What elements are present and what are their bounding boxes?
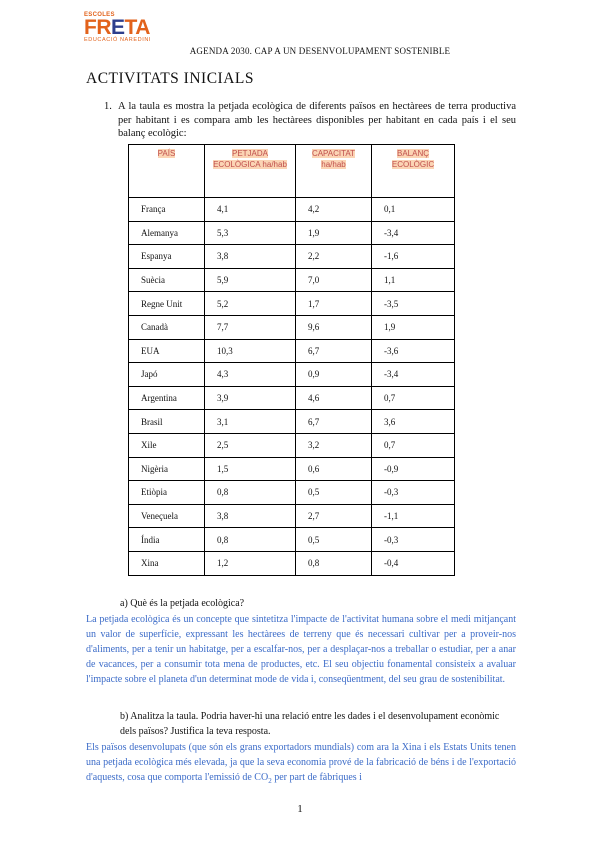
- cell-capacity: 2,2: [296, 245, 372, 269]
- table-row: [129, 504, 455, 528]
- cell-footprint: 3,8: [205, 504, 296, 528]
- document-header: AGENDA 2030. CAP A UN DESENVOLUPAMENT SOSTENIBLE: [189, 46, 451, 56]
- cell-footprint: 3,9: [205, 386, 296, 410]
- cell-country: Regne Unit: [129, 292, 205, 316]
- cell-country: Espanya: [129, 245, 205, 269]
- cell-country: Índia: [129, 528, 205, 552]
- cell-country: Etiòpia: [129, 481, 205, 505]
- cell-capacity: 7,0: [296, 268, 372, 292]
- sub-question-a: a) Què és la petjada ecològica?: [120, 598, 245, 609]
- header-balance: BALANÇ ECOLÒGIC: [372, 145, 455, 198]
- header-capacity: CAPACITAT ha/hab: [296, 145, 372, 198]
- cell-capacity: 4,2: [296, 198, 372, 222]
- cell-balance: -1,6: [372, 245, 455, 269]
- cell-capacity: 0,5: [296, 528, 372, 552]
- cell-country: Xina: [129, 551, 205, 575]
- school-logo: [84, 12, 151, 43]
- answer-b: Els països desenvolupats (que són els grans exportadors mundials) com ara la Xina i els Estats Units tenen una petjada ecològica més elevada, ja que la seva economia prové de la fabricació de béns i de l'exportació d'aquests, cosa que comporta l'emissió de $CO_2$ per part de fàbriques i: [86, 742, 516, 785]
- cell-country: Suècia: [129, 268, 205, 292]
- cell-capacity: 1,9: [296, 221, 372, 245]
- cell-footprint: 5,9: [205, 268, 296, 292]
- ecological-footprint-table: [128, 144, 455, 576]
- cell-capacity: 0,8: [296, 551, 372, 575]
- cell-capacity: 6,7: [296, 339, 372, 363]
- cell-country: Nigèria: [129, 457, 205, 481]
- cell-balance: -0,3: [372, 528, 455, 552]
- cell-footprint: 10,3: [205, 339, 296, 363]
- cell-balance: 0,7: [372, 386, 455, 410]
- cell-country: Veneçuela: [129, 504, 205, 528]
- table-row: [129, 221, 455, 245]
- table-row: [129, 245, 455, 269]
- table-row: [129, 268, 455, 292]
- cell-balance: 0,1: [372, 198, 455, 222]
- cell-footprint: 1,5: [205, 457, 296, 481]
- logo-brand: FRETA: [84, 16, 150, 39]
- cell-balance: -0,3: [372, 481, 455, 505]
- cell-balance: -0,9: [372, 457, 455, 481]
- table-row: [129, 433, 455, 457]
- logo-subtitle: EDUCACIÓ NAREDINI: [84, 37, 152, 43]
- cell-footprint: 0,8: [205, 528, 296, 552]
- cell-footprint: 3,8: [205, 245, 296, 269]
- cell-country: Argentina: [129, 386, 205, 410]
- cell-footprint: 5,2: [205, 292, 296, 316]
- cell-capacity: 3,2: [296, 433, 372, 457]
- header-country: PAÍS: [129, 145, 205, 198]
- cell-capacity: 6,7: [296, 410, 372, 434]
- question-text: A la taula es mostra la petjada ecològica de diferents països en hectàrees de terra productiva per habitant i es compara amb les hectàrees disponibles per habitant en cada país i el seu balanç ecològic:: [118, 101, 516, 139]
- cell-country: Canadà: [129, 315, 205, 339]
- cell-balance: 0,7: [372, 433, 455, 457]
- cell-footprint: 1,2: [205, 551, 296, 575]
- cell-footprint: 4,1: [205, 198, 296, 222]
- cell-capacity: 1,7: [296, 292, 372, 316]
- answer-a: La petjada ecològica és un concepte que sintetitza l'impacte de l'activitat humana sobre el medi mitjançant un valor de superfície, expressant les hectàrees de terreny que és necessari cultivar per a proveir-nos d'aliments, per a tenir un habitatge, per a escalfar-nos, per a desplaçar-nos a treballar o estudiar, per a anar de vacances, per a consumir tota mena de productes, etc. El seu objectiu fonamental consisteix a avaluar l'impacte sobre el planeta d'un determinat mode de vida i, conseqüentment, del seu grau de sostenibilitat.: [86, 614, 516, 685]
- cell-footprint: 4,3: [205, 363, 296, 387]
- page-number: 1: [297, 803, 303, 815]
- cell-capacity: 0,5: [296, 481, 372, 505]
- logo-top-text: ESCOLES: [84, 12, 115, 18]
- cell-footprint: 2,5: [205, 433, 296, 457]
- cell-capacity: 0,6: [296, 457, 372, 481]
- question-number: 1.: [104, 101, 112, 112]
- cell-country: França: [129, 198, 205, 222]
- table-row: [129, 198, 455, 222]
- cell-country: Xile: [129, 433, 205, 457]
- cell-balance: 3,6: [372, 410, 455, 434]
- cell-footprint: 3,1: [205, 410, 296, 434]
- cell-capacity: 9,6: [296, 315, 372, 339]
- table-row: [129, 292, 455, 316]
- header-footprint: PETJADA ECOLÒGICA ha/hab: [205, 145, 296, 198]
- cell-capacity: 4,6: [296, 386, 372, 410]
- cell-footprint: 5,3: [205, 221, 296, 245]
- table-row: [129, 386, 455, 410]
- cell-balance: 1,9: [372, 315, 455, 339]
- cell-footprint: 7,7: [205, 315, 296, 339]
- table-row: [129, 481, 455, 505]
- table-row: [129, 363, 455, 387]
- table-row: [129, 528, 455, 552]
- table-row: [129, 410, 455, 434]
- cell-country: Brasil: [129, 410, 205, 434]
- cell-capacity: 2,7: [296, 504, 372, 528]
- table-header-row: [129, 145, 455, 198]
- cell-balance: -3,4: [372, 221, 455, 245]
- question-1: [104, 100, 516, 141]
- cell-country: EUA: [129, 339, 205, 363]
- cell-footprint: 0,8: [205, 481, 296, 505]
- cell-balance: -1,1: [372, 504, 455, 528]
- sub-question-b: b) Analitza la taula. Podria haver-hi una relació entre les dades i el desenvolupament econòmic dels països? Justifica la teva resposta.: [120, 711, 500, 737]
- cell-balance: 1,1: [372, 268, 455, 292]
- table-row: [129, 315, 455, 339]
- cell-balance: -0,4: [372, 551, 455, 575]
- cell-country: Japó: [129, 363, 205, 387]
- table-row: [129, 457, 455, 481]
- cell-country: Alemanya: [129, 221, 205, 245]
- table-row: [129, 551, 455, 575]
- cell-balance: -3,6: [372, 339, 455, 363]
- cell-capacity: 0,9: [296, 363, 372, 387]
- section-title: ACTIVITATS INICIALS: [86, 70, 254, 87]
- table-row: [129, 339, 455, 363]
- cell-balance: -3,5: [372, 292, 455, 316]
- cell-balance: -3,4: [372, 363, 455, 387]
